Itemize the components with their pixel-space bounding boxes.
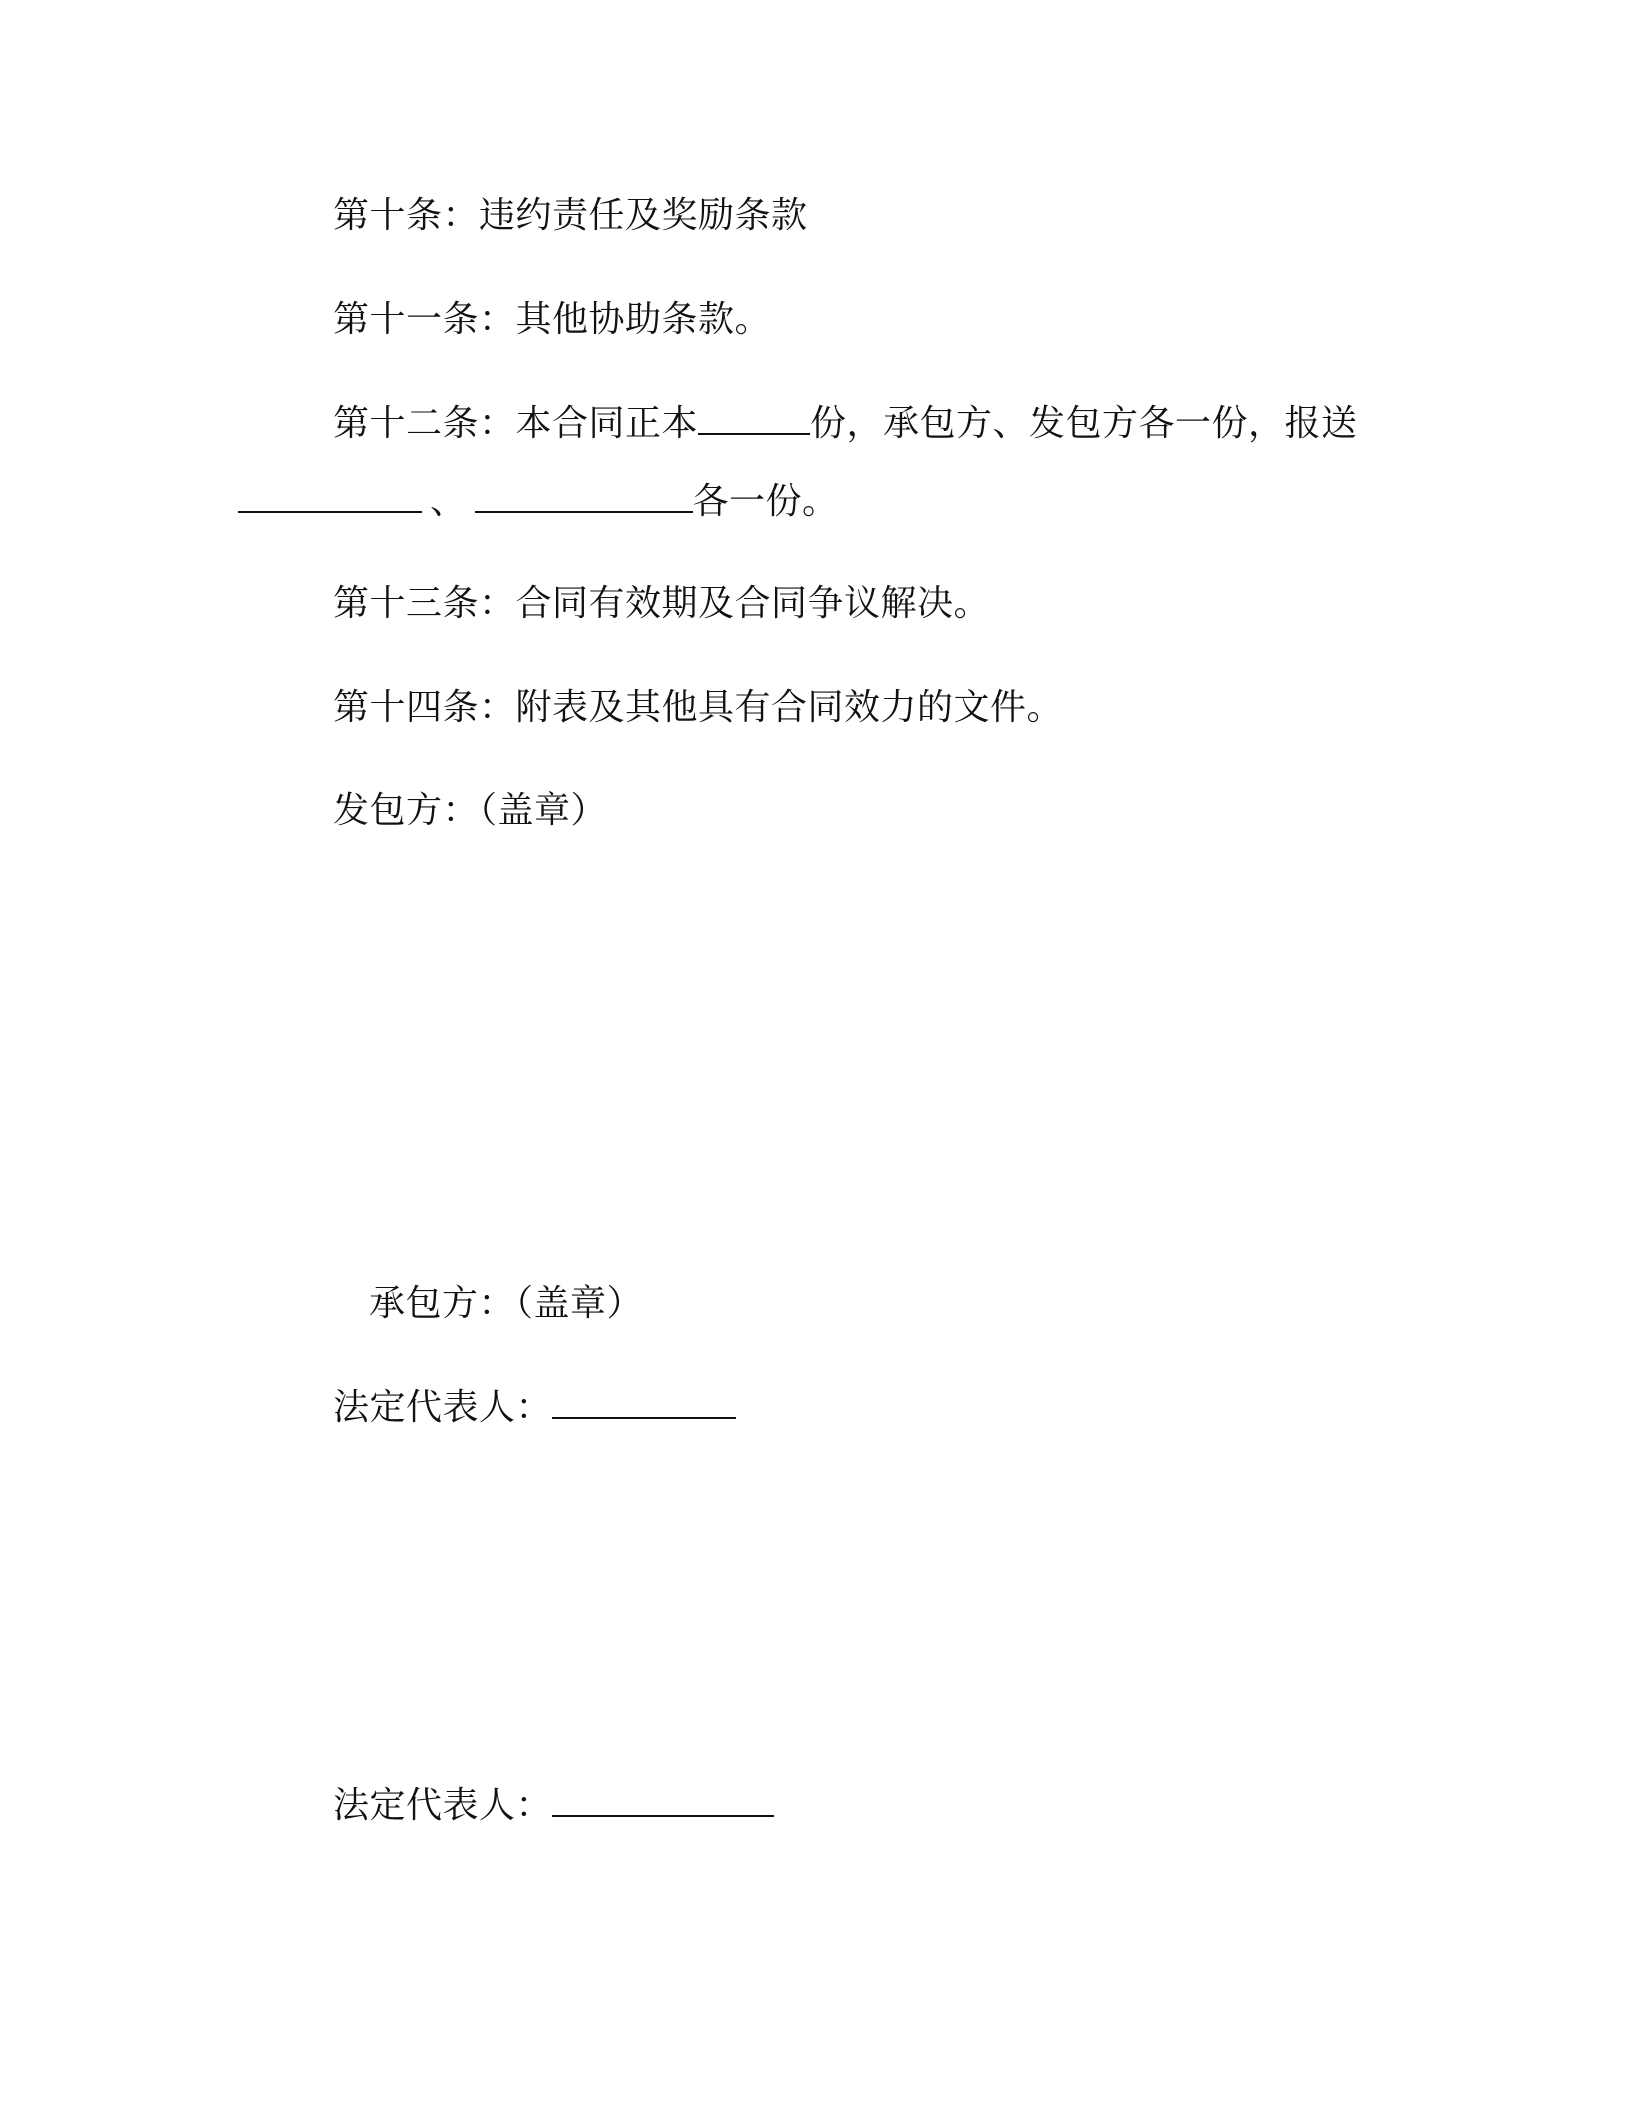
legal-representative-blank-2 [552,1785,774,1817]
legal-representative-2 [333,1782,774,1830]
clause-12-separator: 、 [430,481,467,522]
legal-representative-blank-1 [552,1387,736,1419]
legal-representative-label-2: 法定代表人： [333,1785,553,1826]
clause-11: 第十一条：其他协助条款。 [333,299,772,340]
recipient-blank-2 [475,481,693,513]
clause-12-text-a: 第十二条：本合同正本 [333,403,699,444]
copies-blank [698,403,810,435]
clause-12-line-2 [238,478,839,526]
recipient-blank-1 [238,481,422,513]
clause-12-text-b: 份，承包方、发包方各一份，报送 [810,403,1358,444]
contractor-seal: 承包方：（盖章） [369,1283,644,1324]
legal-representative-1 [333,1384,736,1432]
clause-14: 第十四条：附表及其他具有合同效力的文件。 [333,687,1064,728]
clause-12-end: 各一份。 [692,481,839,522]
clause-12-line-1 [333,400,1358,448]
clause-10: 第十条：违约责任及奖励条款 [333,195,808,236]
clause-13: 第十三条：合同有效期及合同争议解决。 [333,583,991,624]
legal-representative-label-1: 法定代表人： [333,1387,553,1428]
employer-seal: 发包方：（盖章） [333,790,608,831]
